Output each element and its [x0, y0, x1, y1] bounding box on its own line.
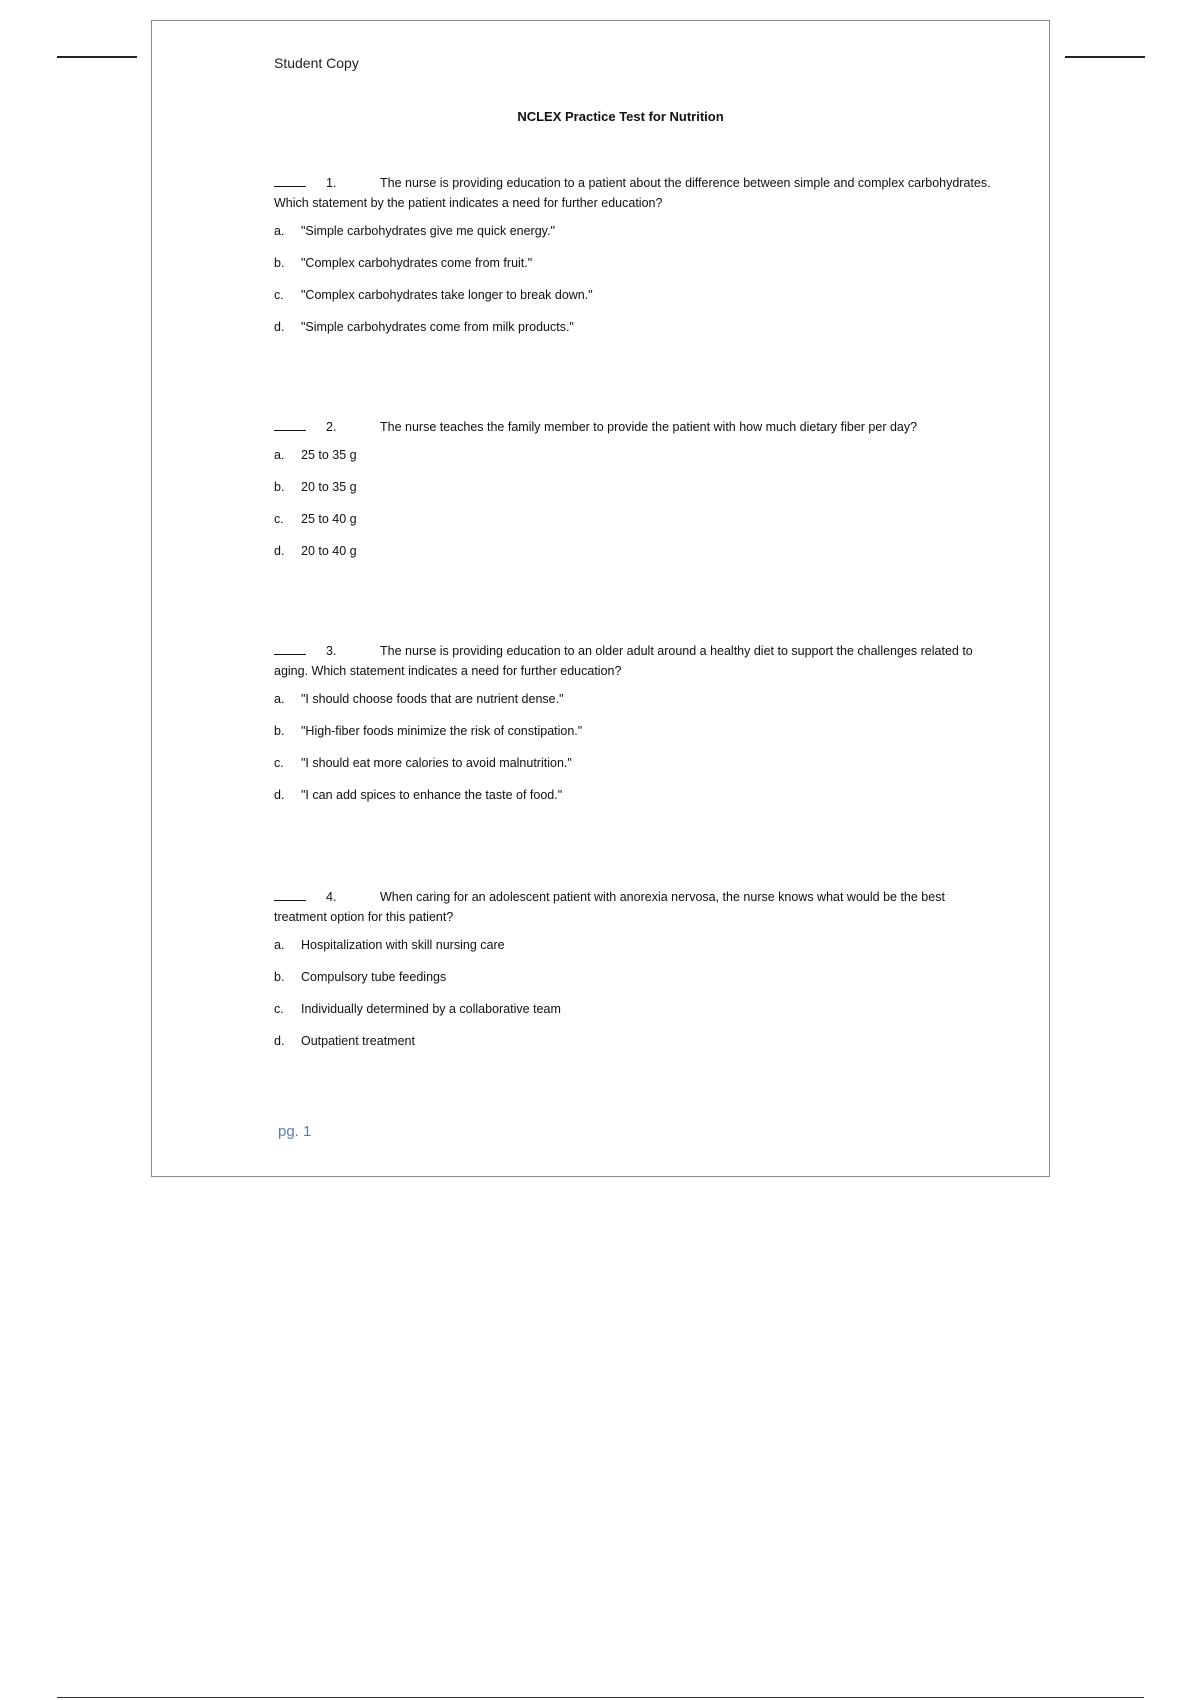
- option-letter: a.: [274, 938, 285, 952]
- option-list: [274, 935, 994, 1063]
- option-item[interactable]: [274, 935, 994, 967]
- question-stem: [274, 173, 994, 213]
- option-text: Outpatient treatment: [301, 1034, 415, 1048]
- question-text: The nurse is providing education to a patient about the difference between simple and complex carbohydrates. Which statement by the patient indicates a need for further education?: [274, 176, 991, 210]
- question-4: [274, 887, 994, 1063]
- option-list: [274, 689, 994, 817]
- option-text: 25 to 40 g: [301, 512, 357, 526]
- question-2: [274, 417, 994, 573]
- option-list: [274, 221, 994, 349]
- option-letter: a.: [274, 692, 285, 706]
- option-item[interactable]: [274, 999, 994, 1031]
- option-text: 20 to 40 g: [301, 544, 357, 558]
- question-number: 3.: [326, 644, 337, 658]
- option-letter: b.: [274, 724, 285, 738]
- option-item[interactable]: [274, 967, 994, 999]
- answer-blank[interactable]: [274, 418, 306, 431]
- page-number: pg. 1: [278, 1123, 312, 1140]
- question-number: 4.: [326, 890, 337, 904]
- option-letter: c.: [274, 512, 284, 526]
- option-letter: c.: [274, 1002, 284, 1016]
- question-3: [274, 641, 994, 817]
- option-letter: b.: [274, 480, 285, 494]
- answer-blank[interactable]: [274, 642, 306, 655]
- option-text: Individually determined by a collaborative team: [301, 1002, 561, 1016]
- option-item[interactable]: [274, 753, 994, 785]
- option-item[interactable]: [274, 317, 994, 349]
- option-text: 25 to 35 g: [301, 448, 357, 462]
- question-stem: [274, 641, 994, 681]
- option-letter: b.: [274, 256, 285, 270]
- top-left-rule: [57, 56, 137, 58]
- option-letter: c.: [274, 288, 284, 302]
- bottom-rule: [57, 1697, 1144, 1698]
- option-text: Compulsory tube feedings: [301, 970, 447, 984]
- option-text: 20 to 35 g: [301, 480, 357, 494]
- option-text: "Complex carbohydrates take longer to break down.": [301, 288, 593, 302]
- option-list: [274, 445, 994, 573]
- option-item[interactable]: [274, 285, 994, 317]
- option-text: "I should choose foods that are nutrient dense.": [301, 692, 564, 706]
- option-item[interactable]: [274, 785, 994, 817]
- question-text: When caring for an adolescent patient with anorexia nervosa, the nurse knows what would be the best treatment option for this patient?: [274, 890, 945, 924]
- option-text: "Simple carbohydrates give me quick energy.": [301, 224, 555, 238]
- top-right-rule: [1065, 56, 1145, 58]
- option-text: "Simple carbohydrates come from milk products.": [301, 320, 574, 334]
- option-text: "High-fiber foods minimize the risk of constipation.": [301, 724, 583, 738]
- document-page: [151, 20, 1050, 1177]
- option-letter: d.: [274, 544, 285, 558]
- option-letter: d.: [274, 320, 285, 334]
- option-text: "I should eat more calories to avoid malnutrition.": [301, 756, 572, 770]
- question-1: [274, 173, 994, 349]
- header-label: Student Copy: [274, 55, 359, 71]
- option-letter: d.: [274, 788, 285, 802]
- document-title: NCLEX Practice Test for Nutrition: [517, 109, 724, 124]
- question-stem: [274, 417, 994, 437]
- question-stem: [274, 887, 994, 927]
- option-item[interactable]: [274, 477, 994, 509]
- option-text: "I can add spices to enhance the taste of food.": [301, 788, 563, 802]
- option-letter: a.: [274, 448, 285, 462]
- option-item[interactable]: [274, 221, 994, 253]
- option-item[interactable]: [274, 721, 994, 753]
- answer-blank[interactable]: [274, 888, 306, 901]
- option-text: Hospitalization with skill nursing care: [301, 938, 505, 952]
- option-letter: b.: [274, 970, 285, 984]
- option-item[interactable]: [274, 541, 994, 573]
- question-number: 1.: [326, 176, 337, 190]
- question-text: The nurse is providing education to an older adult around a healthy diet to support the challenges related to aging. Which statement indicates a need for further education?: [274, 644, 973, 678]
- option-item[interactable]: [274, 253, 994, 285]
- question-text: The nurse teaches the family member to provide the patient with how much dietary fiber per day?: [380, 420, 918, 434]
- option-item[interactable]: [274, 689, 994, 721]
- option-item[interactable]: [274, 509, 994, 541]
- answer-blank[interactable]: [274, 174, 306, 187]
- option-text: "Complex carbohydrates come from fruit.": [301, 256, 533, 270]
- question-number: 2.: [326, 420, 337, 434]
- option-item[interactable]: [274, 1031, 994, 1063]
- option-item[interactable]: [274, 445, 994, 477]
- option-letter: d.: [274, 1034, 285, 1048]
- option-letter: a.: [274, 224, 285, 238]
- option-letter: c.: [274, 756, 284, 770]
